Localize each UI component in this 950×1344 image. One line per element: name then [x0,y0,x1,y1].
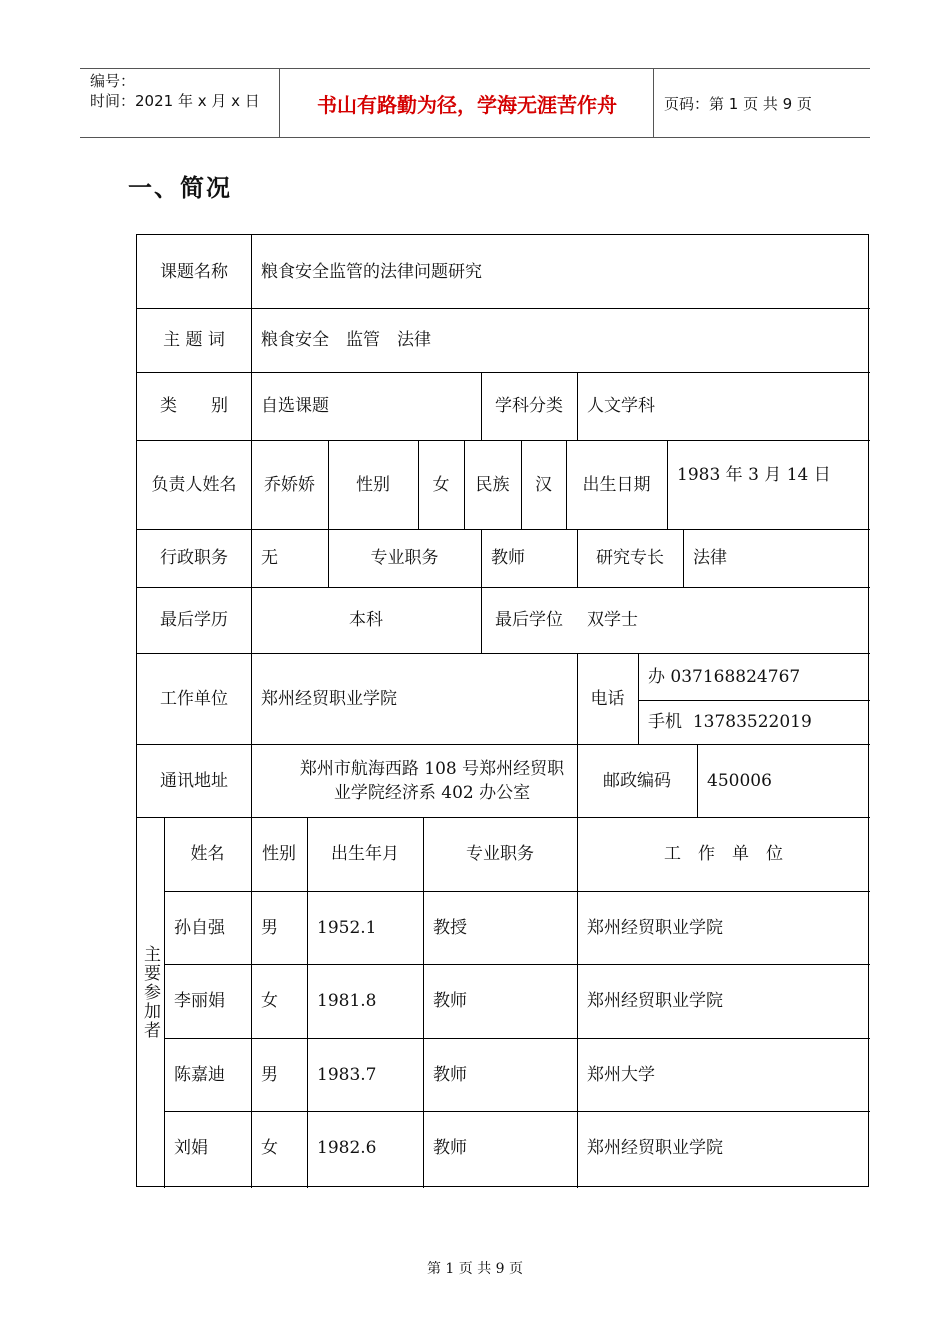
gender-value: 女 [432,474,450,495]
admin-title-value: 无 [261,548,278,568]
office-phone [648,653,868,700]
participant-unit: 郑州经贸职业学院 [587,1138,723,1158]
header-motto: 书山有路勤为径，学海无涯苦作舟 [281,69,654,137]
ethnicity-value: 汉 [535,474,552,495]
participant-birth: 1952.1 [317,917,377,938]
participant-gender: 男 [261,1064,278,1085]
gender-label: 性别 [356,474,390,495]
participant-name: 刘娟 [174,1138,208,1158]
section-title: 一、简况 [128,174,232,202]
participant-birth: 1983.7 [317,1064,377,1085]
header-page-info: 页码：第 1 页 共 9 页 [664,94,812,113]
mobile-value: 13783522019 [692,712,812,732]
participants-label: 主要参加者 [140,945,160,1040]
mobile-phone [648,700,868,744]
participant-gender: 女 [261,991,278,1011]
discipline-value: 人文学科 [587,396,655,416]
birth-label: 出生日期 [582,474,651,495]
participant-gender: 女 [261,1138,278,1158]
participant-unit: 郑州经贸职业学院 [587,991,723,1011]
education-value: 本科 [349,610,383,630]
participants-header-title: 专业职务 [466,844,534,864]
participants-header-name: 姓名 [190,844,225,864]
participant-title: 教授 [433,917,467,938]
address-label: 通讯地址 [160,770,228,791]
degree-label: 最后学位 [495,610,563,630]
header-meta [80,69,280,137]
topic-value: 粮食安全监管的法律问题研究 [261,261,482,282]
address-value: 郑州市航海西路 108 号郑州经贸职业学院经济系 402 办公室 [299,758,565,803]
leader-value: 乔娇娇 [264,474,315,495]
participant-unit: 郑州经贸职业学院 [587,917,723,938]
specialty-label: 研究专长 [596,548,664,568]
postcode-value: 450006 [707,770,772,791]
employer-label: 工作单位 [160,688,228,709]
specialty-value: 法律 [693,548,727,568]
participants-header-birth: 出生年月 [331,844,399,864]
prof-title-value: 教师 [491,548,525,568]
office-label: 办 [648,666,665,687]
participants-header-gender: 性别 [262,844,296,864]
keywords-value: 粮食安全 监管 法律 [261,330,431,350]
leader-label: 负责人姓名 [151,474,237,495]
category-value: 自选课题 [261,396,329,416]
participant-unit: 郑州大学 [587,1064,655,1085]
participant-title: 教师 [433,1064,467,1085]
page-header [80,68,870,138]
degree-value: 双学士 [587,610,638,630]
participant-name: 陈嘉迪 [174,1064,225,1085]
postcode-label: 邮政编码 [603,770,671,791]
prof-title-label: 专业职务 [370,548,439,568]
category-label: 类 别 [160,396,228,416]
participant-title: 教师 [433,991,467,1011]
participants-header-unit: 工 作 单 位 [664,844,783,864]
page-footer: 第 1 页 共 9 页 [426,1261,524,1277]
office-value: 037168824767 [670,666,801,687]
keywords-label: 主 题 词 [163,330,225,350]
participant-name: 孙自强 [174,917,225,938]
participant-title: 教师 [433,1138,467,1158]
topic-label: 课题名称 [160,261,228,282]
overview-form [136,234,869,1187]
participant-birth: 1982.6 [317,1138,377,1158]
education-label: 最后学历 [160,610,228,630]
number-label: 编号： [90,72,136,90]
mobile-label: 手机 [648,712,682,732]
participant-birth: 1981.8 [317,991,377,1011]
participant-gender: 男 [261,917,278,938]
discipline-label: 学科分类 [495,396,563,416]
ethnicity-label: 民族 [475,474,510,495]
admin-title-label: 行政职务 [160,548,228,568]
birth-value: 1983 年 3 月 14 日 [677,465,831,485]
participant-name: 李丽娟 [174,991,225,1011]
employer-value: 郑州经贸职业学院 [261,688,397,709]
phone-label: 电话 [590,688,625,709]
time-label: 时间：2021 年 x 月 x 日 [90,92,260,110]
